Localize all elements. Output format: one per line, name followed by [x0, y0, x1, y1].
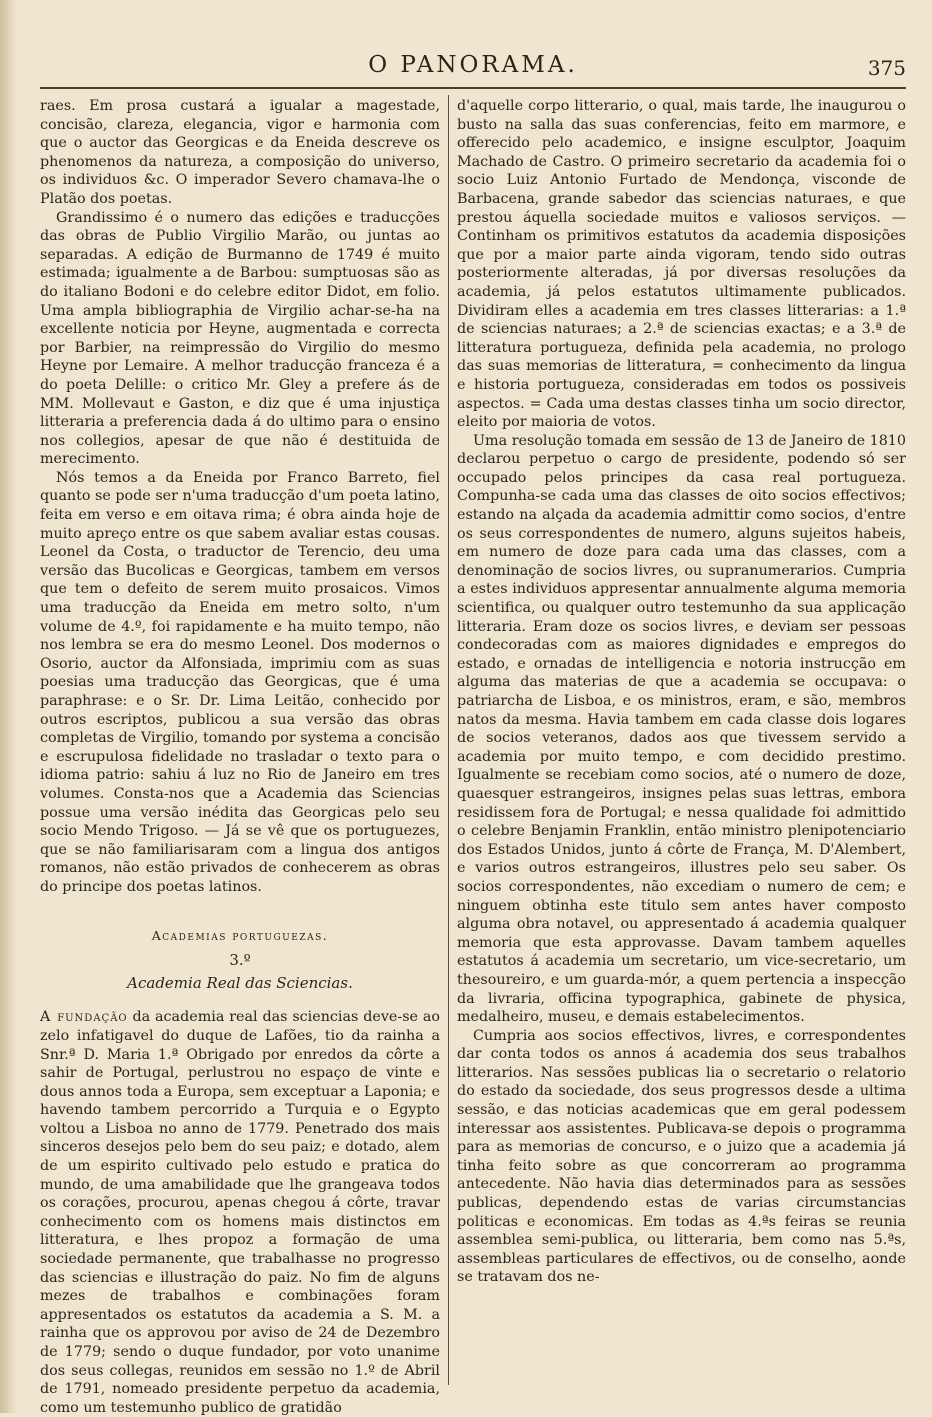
paragraph: raes. Em prosa custará a igualar a magestade, concisão, clareza, elegancia, vigor e harmonia com que o auctor das Georgicas e da Eneida descreve os phenomenos da natureza, a composição do universo, os individuos &c. O imperador Severo chamava-lhe o Platão dos poetas. — [40, 98, 440, 207]
page-number: 375 — [867, 56, 906, 80]
paragraph: Cumpria aos socios effectivos, livres, e correspondentes dar conta todos os annos á academia dos seus trabalhos litterarios. Nas sessões publicas lia o secretario o relatorio do estado da sociedade, dos seus progressos desde a ultima sessão, e das noticias academicas que em geral podessem interessar aos assistentes. Publicava-se depois o programma para as memorias de concurso, e o juizo que a academia já tinha feito sobre as que concorreram ao programma antecedente. Não havia dias determinados para as sessões publicas, dependendo estas de varias circumstancias politicas e economicas. Em todas as 4.ªs feiras se reunia assemblea semi-publica, ou litteraria, bem como nas 5.ªs, assembleas particulares de effectivos, ou de conselho, aonde se tratavam dos ne- — [457, 1027, 906, 1286]
section-title: Academia Real das Sciencias. — [127, 973, 353, 992]
section-heading: Academias portuguezas. — [151, 927, 329, 943]
paragraph — [40, 1008, 440, 1417]
column-divider — [448, 95, 449, 1385]
page-header — [40, 48, 906, 82]
paragraph-lead: A fundação — [40, 1009, 128, 1026]
running-title: O PANORAMA. — [368, 52, 578, 78]
paragraph-body: da academia real das sciencias deve-se ao zelo infatigavel do duque de Lafões, tio da rainha a Snr.ª D. Maria 1.ª Obrigado por enredos da côrte a sahir de Portugal, perlustrou no espaço de vinte e dous annos toda a Europa, sem exceptuar a Laponia; e havendo tambem percorrido a Turquia e o Egypto voltou a Lisboa no anno de 1779. Penetrado dos mais sinceros desejos pelo bem do seu paiz; e dotado, alem de um espirito cultivado pelo estudo e pratica do mundo, de uma amabilidade que lhe grangeava todos os corações, procurou, apenas chegou á côrte, travar conhecimento com os homens mais distinctos em litteratura, e lhes propoz a formação de uma sociedade permanente, que trabalhasse no progresso das sciencias e illustração do paiz. No fim de alguns mezes de trabalhos e combinações foram appresentados os estatutos da academia a S. M. a rainha que os approvou por aviso de 24 de Dezembro de 1779; sendo o duque fundador, por voto unanime dos seus collegas, reunidos em sessão no 1.º de Abril de 1791, nomeado presidente perpetuo da academia, como um testemunho publico de gratidão — [40, 1009, 441, 1416]
paragraph: Grandissimo é o numero das edições e traducções das obras de Publio Virgilio Marão, ou juntas ao separadas. A edição de Burmanno de 1749 é muito estimada; igualmente a de Barbou: sumptuosas são as do italiano Bodoni e do celebre editor Didot, em folio. Uma ampla bibliographia de Virgilio achar-se-ha na excellente noticia por Heyne, augmentada e correcta por Barbier, na reimpressão do Virgilio do mesmo Heyne por Lemaire. A melhor traducção franceza é a do poeta Delille: o critico Mr. Gley a prefere ás de MM. Mollevaut e Gaston, e diz que é uma injustiça litteraria a preferencia dada á do ultimo para o ensino nos collegios, apesar de que não é destituida de merecimento. — [40, 209, 440, 468]
section-number: 3.º — [229, 951, 251, 970]
left-column — [40, 97, 441, 1416]
paragraph: Uma resolução tomada em sessão de 13 de Janeiro de 1810 declarou perpetuo o cargo de presidente, podendo só ser occupado pelos principes da casa real portugueza. Compunha-se cada uma das classes de oito socios effectivos; estando na alçada da academia admittir como socios, d'entre os seus correspondentes de numero, alguns sujeitos habeis, em numero de doze para cada uma das classes, com a denominação de socios livres, ou supranumerarios. Cumpria a estes individuos appresentar annualmente alguma memoria scientifica, ou qualquer outro testemunho da sua applicação litteraria. Eram doze os socios livres, e deviam ser pessoas condecoradas com as maiores dignidades e empregos do estado, e ornadas de intelligencia e notoria instrucção em alguma das materias de que a academia se occupava: o patriarcha de Lisboa, e os ministros, eram, e são, membros natos da mesma. Havia tambem em cada classe dois logares de socios veteranos, dados aos que tivessem servido a academia por muito tempo, e com decidido prestimo. Igualmente se recebiam como socios, até o numero de doze, quaesquer estrangeiros, insignes pelas suas lettras, embora residissem fora de Portugal; e nessa qualidade foi admittido o celebre Benjamin Franklin, então ministro plenipotenciario dos Estados Unidos, junto á côrte de França, M. D'Alembert, e varios outros estrangeiros, illustres pelo seu saber. Os socios correspondentes, não excediam o numero de cem; e ninguem obtinha este titulo sem antes haver composto alguma obra notavel, ou appresentado á academia qualquer memoria que esta approvasse. Davam tambem aquelles estatutos á academia um secretario, um vice-secretario, um thesoureiro, e um guarda-mór, a quem pertencia a inspecção da livraria, officina typographica, gabinete de physica, medalheiro, museu, e demais estabelecimentos. — [457, 432, 906, 1026]
paragraph: d'aquelle corpo litterario, o qual, mais tarde, lhe inaugurou o busto na salla das suas conferencias, feito em marmore, e offerecido pelo academico, e insigne esculptor, Joaquim Machado de Castro. O primeiro secretario da academia foi o socio Luiz Antonio Furtado de Mendonça, visconde de Barbacena, grande sabedor das sciencias naturaes, e que prestou áquella sociedade muitos e valiosos serviços. — Continham os primitivos estatutos da academia disposições que por a maior parte ainda vigoram, tendo sido outras posteriormente alteradas, já por diversas resoluções da academia, já pelos estatutos ultimamente publicados. Dividiram elles a academia em tres classes litterarias: a 1.ª de sciencias naturaes; a 2.ª de sciencias exactas; e a 3.ª de litteratura portugueza, definida pela academia, no prologo das suas memorias de litteratura, = conhecimento da lingua e historia portugueza, consideradas em todos os possiveis aspectos. = Cada uma destas classes tinha um socio director, eleito por maioria de votos. — [457, 98, 906, 431]
header-rule — [40, 87, 906, 89]
paragraph: Nós temos a da Eneida por Franco Barreto, fiel quanto se pode ser n'uma traducção d'um poeta latino, feita em verso e em oitava rima; é obra ainda hoje de muito apreço entre os que sabem avaliar estas cousas. Leonel da Costa, o traductor de Terencio, deu uma versão das Bucolicas e Georgicas, tambem em versos que tem o defeito de serem muito prosaicos. Vimos uma traducção da Eneida em metro solto, n'um volume de 4.º, foi rapidamente e ha muito tempo, não nos lembra se era do mesmo Leonel. Dos modernos o Osorio, auctor da Alfonsiada, imprimiu com as suas poesias uma traducção das Georgicas, que é uma paraphrase: e o Sr. Dr. Lima Leitão, conhecido por outros escriptos, publicou a sua versão das obras completas de Virgilio, tomando por systema a concisão e escrupulosa fidelidade no trasladar o texto para o idioma patrio: sahiu á luz no Rio de Janeiro em tres volumes. Consta-nos que a Academia das Sciencias possue uma versão inédita das Georgicas pelo seu socio Mendo Trigoso. — Já se vê que os portuguezes, que se não familiarisaram com a lingua dos antigos romanos, não estão privados de conhecerem as obras do principe dos poetas latinos. — [40, 469, 440, 895]
book-spine-shadow — [0, 0, 18, 1413]
right-column — [457, 97, 906, 1383]
